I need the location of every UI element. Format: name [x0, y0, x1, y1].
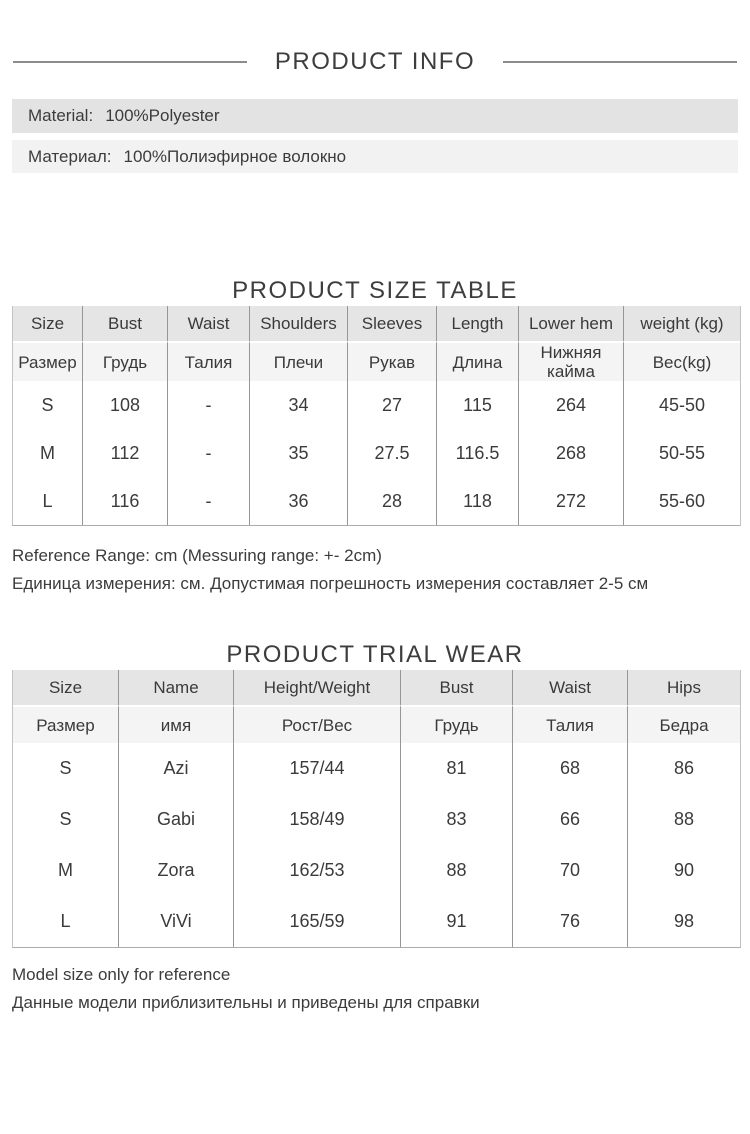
column-header-ru: Грудь	[83, 341, 168, 381]
table-cell: 264	[519, 381, 624, 429]
table-cell: 268	[519, 429, 624, 477]
table-cell: 108	[83, 381, 168, 429]
column-header-ru: Вес(kg)	[624, 341, 740, 381]
column-header-ru: Размер	[13, 705, 119, 743]
trial-wear-notes	[12, 961, 738, 1017]
table-cell: 34	[250, 381, 348, 429]
table-cell: 86	[628, 743, 740, 794]
table-cell: 76	[513, 896, 628, 947]
product-info-title	[13, 47, 737, 77]
table-cell-row	[13, 743, 740, 794]
table-cell: 35	[250, 429, 348, 477]
table-cell: 83	[401, 794, 513, 845]
table-cell: 90	[628, 845, 740, 896]
table-cell-row	[13, 381, 740, 429]
table-cell-row	[13, 477, 740, 525]
column-header-ru: имя	[119, 705, 234, 743]
table-cell: 162/53	[234, 845, 401, 896]
table-cell: 115	[437, 381, 519, 429]
table-cell: 158/49	[234, 794, 401, 845]
table-cell: 116	[83, 477, 168, 525]
table-cell: M	[13, 845, 119, 896]
table-cell: 91	[401, 896, 513, 947]
table-cell: L	[13, 896, 119, 947]
column-header-en: Length	[437, 306, 519, 341]
table-cell: 50-55	[624, 429, 740, 477]
column-header-en: Height/Weight	[234, 670, 401, 705]
table-cell: 118	[437, 477, 519, 525]
table-cell: 45-50	[624, 381, 740, 429]
column-header-ru: Грудь	[401, 705, 513, 743]
column-header-ru: Размер	[13, 341, 83, 381]
size-note-ru: Единица измерения: см. Допустимая погрешность измерения составляет 2-5 см	[12, 574, 649, 593]
size-table-notes	[12, 542, 738, 598]
table-cell: 165/59	[234, 896, 401, 947]
column-header-ru: Талия	[513, 705, 628, 743]
table-cell: 66	[513, 794, 628, 845]
column-header-ru: Нижняя кайма	[519, 341, 624, 381]
table-cell: 112	[83, 429, 168, 477]
column-header-en: Waist	[513, 670, 628, 705]
column-header-ru-row	[13, 705, 740, 743]
table-cell: 70	[513, 845, 628, 896]
table-cell: ViVi	[119, 896, 234, 947]
table-cell: 68	[513, 743, 628, 794]
column-header-ru: Рукав	[348, 341, 437, 381]
trial-note-ru: Данные модели приблизительны и приведены для справки	[12, 993, 480, 1012]
column-header-en: Size	[13, 670, 119, 705]
table-cell-row	[13, 896, 740, 947]
table-cell: -	[168, 381, 250, 429]
table-cell: 28	[348, 477, 437, 525]
material-value-en: 100%Polyester	[105, 106, 220, 125]
column-header-ru: Рост/Вес	[234, 705, 401, 743]
table-cell: 88	[628, 794, 740, 845]
product-description-page	[0, 47, 750, 1017]
table-cell: 98	[628, 896, 740, 947]
column-header-ru: Талия	[168, 341, 250, 381]
column-header-en: Size	[13, 306, 83, 341]
table-cell: 157/44	[234, 743, 401, 794]
column-header-en: Lower hem	[519, 306, 624, 341]
table-cell: 55-60	[624, 477, 740, 525]
table-cell: 116.5	[437, 429, 519, 477]
column-header-en: Sleeves	[348, 306, 437, 341]
table-cell: 272	[519, 477, 624, 525]
material-label-ru: Материал:	[28, 146, 112, 166]
table-cell-row	[13, 794, 740, 845]
table-cell: -	[168, 477, 250, 525]
product-size-table	[12, 306, 741, 526]
size-table-title	[13, 276, 737, 306]
table-cell: 27.5	[348, 429, 437, 477]
table-cell: Gabi	[119, 794, 234, 845]
column-header-en: Bust	[401, 670, 513, 705]
column-header-ru: Длина	[437, 341, 519, 381]
page-title: PRODUCT INFO	[274, 48, 476, 75]
trial-note-en: Model size only for reference	[12, 965, 231, 984]
table-cell: M	[13, 429, 83, 477]
column-header-ru: Бедра	[628, 705, 740, 743]
trial-wear-title	[13, 640, 737, 670]
size-table-title-text: PRODUCT SIZE TABLE	[232, 277, 518, 304]
title-line-right	[503, 61, 737, 63]
table-cell-row	[13, 845, 740, 896]
table-cell: S	[13, 381, 83, 429]
material-value-ru: 100%Полиэфирное волокно	[123, 146, 347, 166]
column-header-en: Waist	[168, 306, 250, 341]
column-header-en-row	[13, 306, 740, 341]
table-cell: 27	[348, 381, 437, 429]
trial-wear-title-text: PRODUCT TRIAL WEAR	[226, 641, 524, 668]
column-header-en-row	[13, 670, 740, 705]
table-cell-row	[13, 429, 740, 477]
column-header-ru-row	[13, 341, 740, 381]
table-cell: 88	[401, 845, 513, 896]
size-note-en: Reference Range: cm (Messuring range: +- 2cm)	[12, 546, 382, 565]
table-cell: Zora	[119, 845, 234, 896]
product-trial-wear-table	[12, 670, 741, 948]
table-cell: S	[13, 794, 119, 845]
column-header-en: Hips	[628, 670, 740, 705]
table-cell: 81	[401, 743, 513, 794]
column-header-en: weight (kg)	[624, 306, 740, 341]
column-header-en: Bust	[83, 306, 168, 341]
table-cell: Azi	[119, 743, 234, 794]
table-cell: S	[13, 743, 119, 794]
title-line-left	[13, 61, 247, 63]
material-label-en: Material:	[28, 106, 94, 125]
column-header-en: Shoulders	[250, 306, 348, 341]
table-cell: L	[13, 477, 83, 525]
column-header-ru: Плечи	[250, 341, 348, 381]
material-banner-ru	[12, 140, 738, 173]
material-banner-en	[12, 99, 738, 133]
table-cell: -	[168, 429, 250, 477]
column-header-en: Name	[119, 670, 234, 705]
table-cell: 36	[250, 477, 348, 525]
